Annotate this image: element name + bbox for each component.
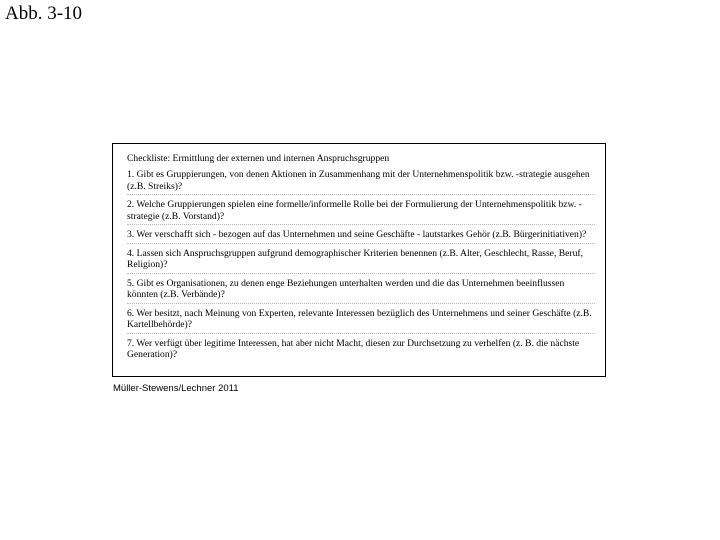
checklist-item xyxy=(127,278,595,304)
item-divider xyxy=(127,303,595,304)
source-note: Müller-Stewens/Lechner 2011 xyxy=(113,383,239,394)
checklist-item-text: 1. Gibt es Gruppierungen, von denen Aktionen in Zusammenhang mit der Unternehmenspolitik bzw. -strategie ausgehen (z.B. Streiks)? xyxy=(127,169,590,192)
item-divider xyxy=(127,243,595,244)
checklist-item-text: 6. Wer besitzt, nach Meinung von Experten, relevante Interessen bezüglich des Unternehmens und seiner Geschäfte (z.B. Kartellbehörde)? xyxy=(127,307,592,330)
checklist-item-text: 2. Welche Gruppierungen spielen eine formelle/informelle Rolle bei der Formulierung der Unternehmenspolitik bzw. -strategie (z.B. Vorstand)? xyxy=(127,199,582,222)
checklist-item xyxy=(127,248,595,274)
figure-label: Abb. 3-10 xyxy=(5,3,83,24)
item-divider xyxy=(127,194,595,195)
item-divider xyxy=(127,333,595,334)
checklist-item-text: 3. Wer verschafft sich - bezogen auf das Unternehmen und seine Geschäfte - lautstarkes Gehör (z.B. Bürgerinitiativen)? xyxy=(127,229,587,240)
item-divider xyxy=(127,273,595,274)
checklist-item xyxy=(127,229,595,244)
checklist-box xyxy=(112,143,606,377)
checklist-item-text: 4. Lassen sich Anspruchsgruppen aufgrund demographischer Kriterien benennen (z.B. Alter, Geschlecht, Rasse, Beruf, Religion)? xyxy=(127,247,583,270)
checklist-item xyxy=(127,199,595,225)
checklist-item-text: 7. Wer verfügt über legitime Interessen, hat aber nicht Macht, diesen zur Durchsetzung zu verhelfen (z. B. die nächste Generation)? xyxy=(127,337,580,360)
item-divider xyxy=(127,224,595,225)
checklist-item xyxy=(127,169,595,195)
checklist-title: Checkliste: Ermittlung der externen und internen Anspruchsgruppen xyxy=(127,153,390,164)
checklist-item xyxy=(127,308,595,334)
checklist-item-text: 5. Gibt es Organisationen, zu denen enge Beziehungen unterhalten werden und die das Unternehmen beeinflussen könnten (z.B. Verbände)? xyxy=(127,277,565,300)
checklist-item xyxy=(127,338,595,364)
